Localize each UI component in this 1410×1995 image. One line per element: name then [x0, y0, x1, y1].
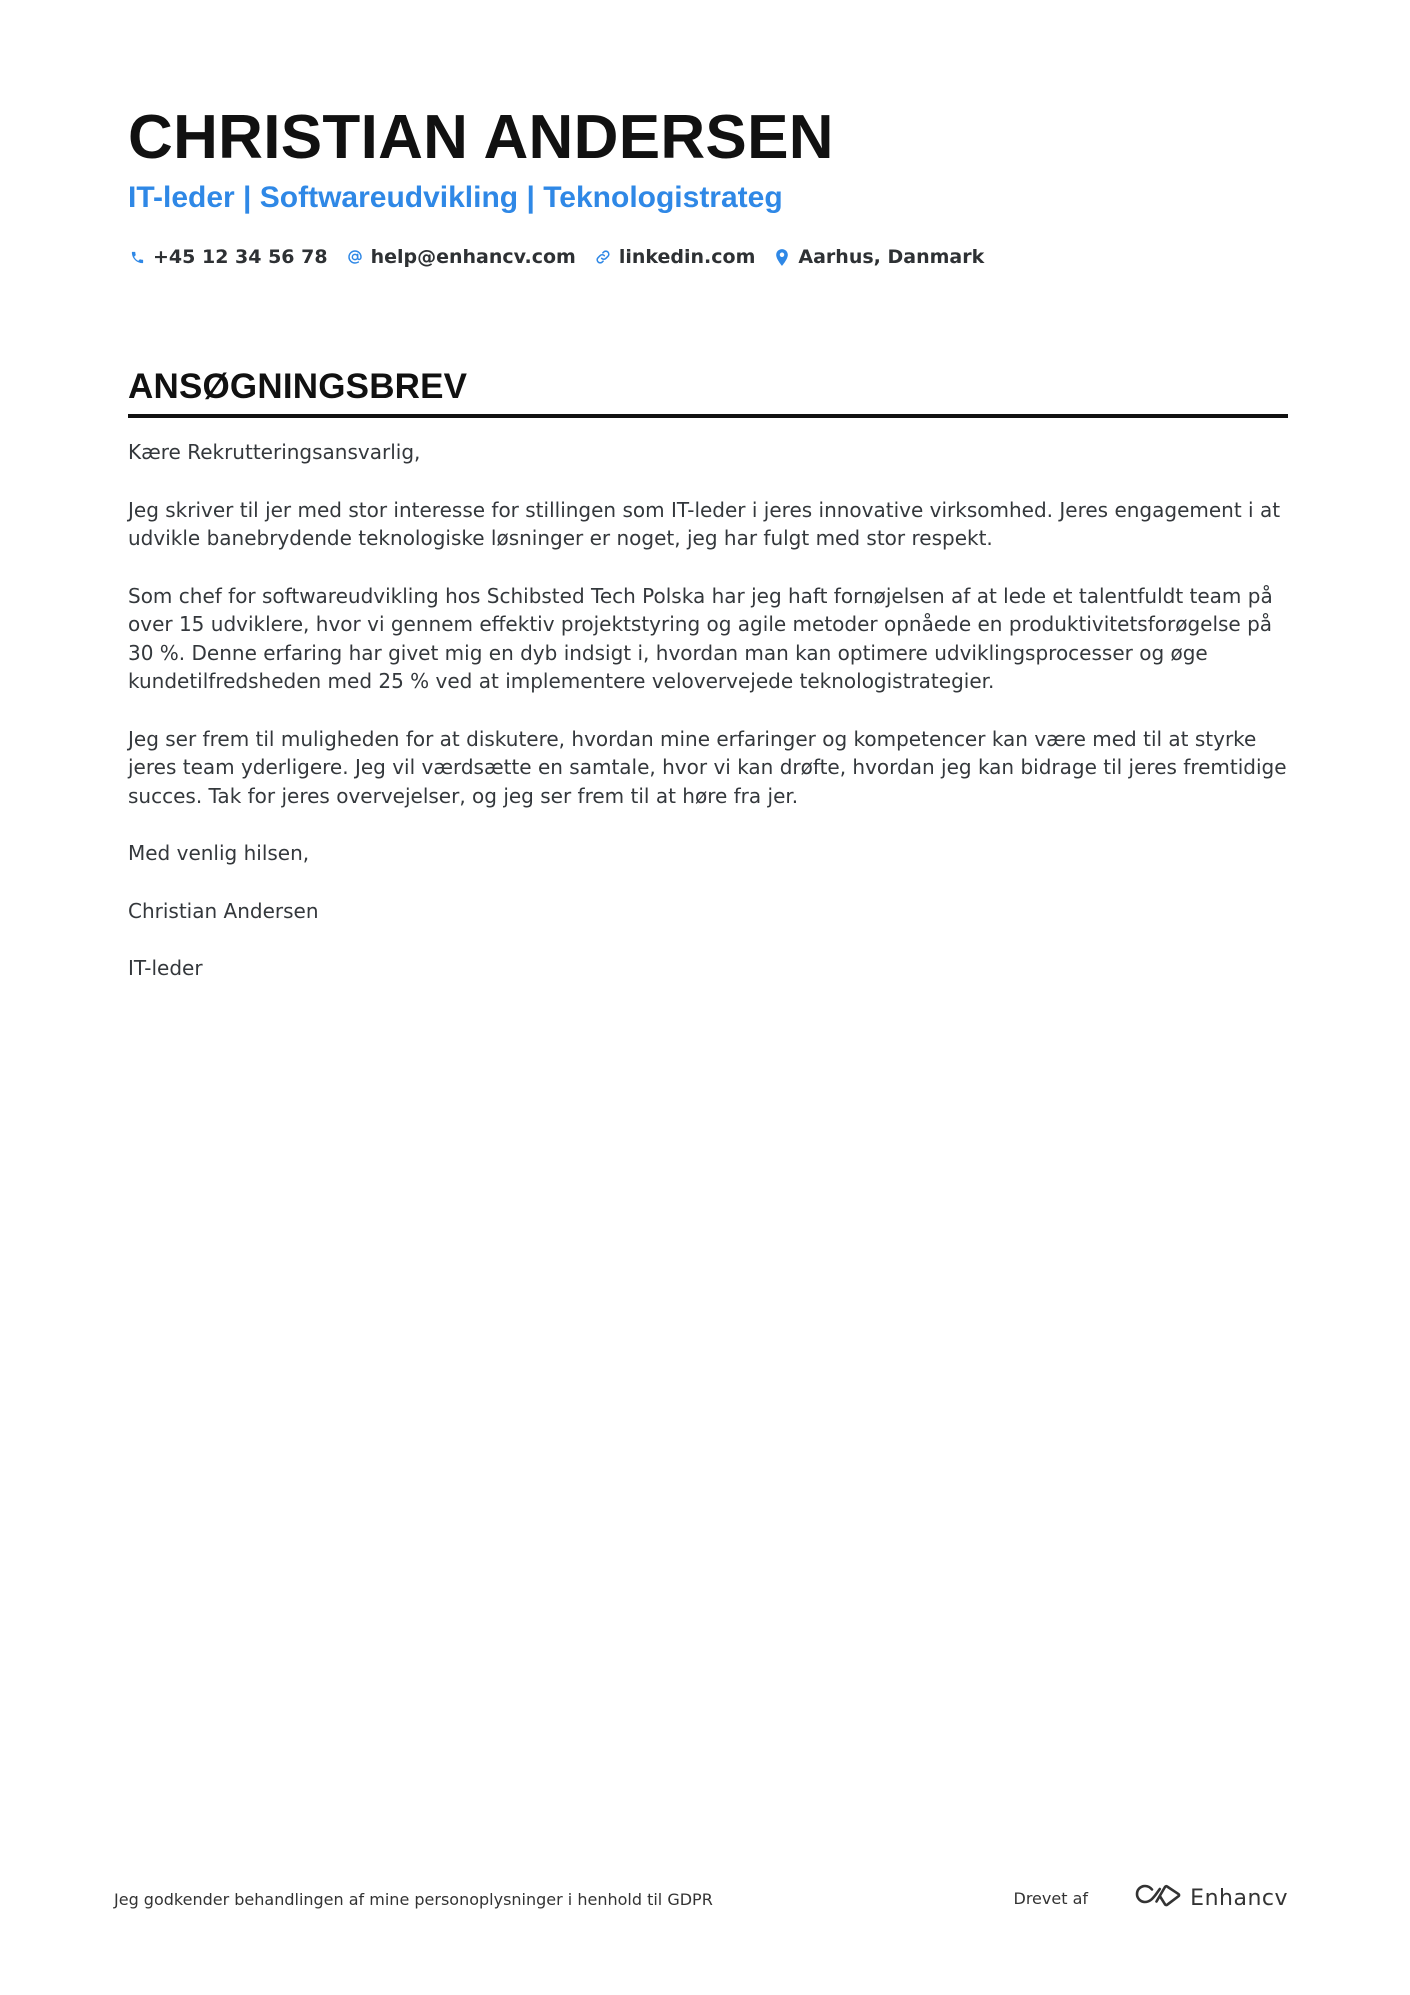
- contact-email[interactable]: [346, 246, 576, 268]
- letter-header: [128, 104, 1288, 270]
- letter-paragraph-2: Som chef for softwareudvikling hos Schibsted Tech Polska har jeg haft fornøjelsen af at lede et talentfuldt team på over 15 udviklere, hvor vi gennem effektiv projektstyring og agile metoder opnåede en produktivitetsforøgelse på 30 %. Denne erfaring har givet mig en dyb indsigt i, hvordan man kan optimere udviklingsprocesser og øge kundetilfredsheden med 25 % ved at implementere velovervejede teknologistrategier.: [128, 583, 1273, 693]
- letter-closing: Med venlig hilsen,: [128, 841, 310, 865]
- gdpr-consent-note: Jeg godkender behandlingen af mine personoplysninger i henhold til GDPR: [114, 1890, 713, 1909]
- letter-paragraph-1: Jeg skriver til jer med stor interesse for stillingen som IT-leder i jeres innovative virksomhed. Jeres engagement i at udvikle banebrydende teknologiske løsninger er noget, jeg har fulgt med stor respekt.: [128, 497, 1281, 550]
- contact-linkedin[interactable]: [594, 246, 756, 268]
- contact-phone[interactable]: [128, 246, 328, 268]
- enhancv-brand-link[interactable]: [1134, 1882, 1288, 1914]
- location-pin-icon: [773, 248, 791, 266]
- candidate-title: IT-leder | Softwareudvikling | Teknologistrateg: [128, 181, 783, 215]
- phone-number: +45 12 34 56 78: [153, 246, 328, 269]
- link-icon: [594, 248, 612, 266]
- contact-location: [773, 246, 984, 268]
- at-sign-icon: [346, 248, 364, 266]
- section-title: ANSØGNINGSBREV: [128, 367, 468, 406]
- enhancv-wordmark: Enhancv: [1190, 1885, 1288, 1911]
- linkedin-link: linkedin.com: [618, 246, 756, 269]
- candidate-name: CHRISTIAN ANDERSEN: [128, 103, 834, 172]
- letter-greeting: Kære Rekrutteringsansvarlig,: [128, 440, 421, 464]
- phone-icon: [128, 248, 146, 266]
- cover-letter-section: [128, 368, 1288, 418]
- powered-by-label: Drevet af: [1013, 1889, 1088, 1908]
- contact-details: [128, 244, 1288, 270]
- email-address: help@enhancv.com: [370, 246, 576, 269]
- section-divider: [128, 414, 1288, 418]
- signature-title: IT-leder: [128, 956, 203, 980]
- letter-body: [128, 438, 1288, 1012]
- letter-paragraph-3: Jeg ser frem til muligheden for at diskutere, hvordan mine erfaringer og kompetencer kan være med til at styrke jeres team yderligere. Jeg vil værdsætte en samtale, hvor vi kan drøfte, hvordan jeg kan bidrage til jeres fremtidige succes. Tak for jeres overvejelser, og jeg ser frem til at høre fra jer.: [128, 726, 1287, 808]
- signature-name: Christian Andersen: [128, 898, 319, 923]
- page-footer: [114, 1880, 1288, 1920]
- location-text: Aarhus, Danmark: [798, 246, 985, 269]
- enhancv-logo-icon: [1134, 1881, 1182, 1915]
